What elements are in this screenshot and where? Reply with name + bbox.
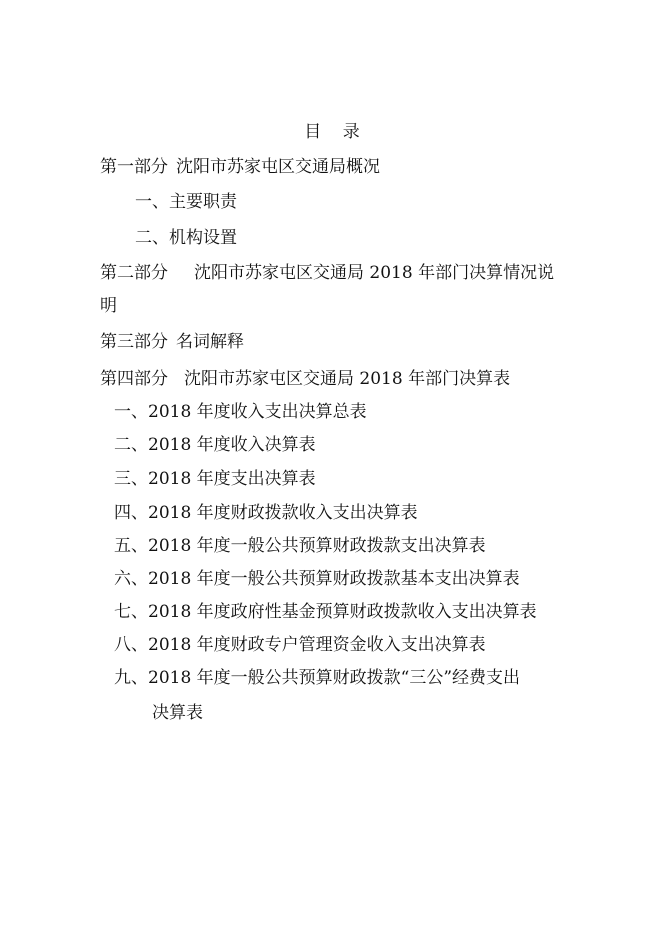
toc-part-4 — [100, 368, 510, 390]
item-text: 2018 年度收入决算表 — [148, 435, 316, 455]
toc-part-2 — [100, 262, 554, 284]
part-label: 第一部分 — [100, 157, 168, 177]
item-text: 2018 年度财政专户管理资金收入支出决算表 — [148, 635, 486, 655]
item-number: 五、 — [114, 536, 148, 556]
toc-part-4-item — [114, 667, 520, 689]
toc-part-3 — [100, 331, 244, 353]
item-number: 六、 — [114, 569, 148, 589]
part-label: 第二部分 — [100, 263, 168, 283]
toc-part-4-item — [114, 634, 486, 656]
part-label: 第四部分 — [100, 369, 168, 389]
toc-part-4-item — [114, 502, 418, 524]
part-text: 沈阳市苏家屯区交通局 2018 年部门决算情况说 — [194, 263, 555, 283]
toc-part-2-cont: 明 — [100, 296, 117, 316]
part-label: 第三部分 — [100, 332, 168, 352]
toc-part-4-item-9-cont: 决算表 — [152, 703, 203, 723]
toc-part-4-item — [114, 468, 316, 490]
item-text: 2018 年度收入支出决算总表 — [148, 402, 367, 422]
item-number: 四、 — [114, 503, 148, 523]
toc-part-1 — [100, 156, 380, 178]
toc-title: 目 录 — [304, 122, 368, 142]
item-text: 2018 年度一般公共预算财政拨款支出决算表 — [148, 536, 486, 556]
toc-part-4-item — [114, 535, 486, 557]
item-text: 2018 年度政府性基金预算财政拨款收入支出决算表 — [148, 602, 537, 622]
toc-part-4-item — [114, 401, 367, 423]
item-number: 三、 — [114, 469, 148, 489]
item-number: 九、 — [114, 668, 148, 688]
item-number: 七、 — [114, 602, 148, 622]
part-text: 名词解释 — [176, 332, 244, 352]
item-number: 一、 — [114, 402, 148, 422]
item-text: 2018 年度一般公共预算财政拨款基本支出决算表 — [148, 569, 520, 589]
part-text: 沈阳市苏家屯区交通局 2018 年部门决算表 — [184, 369, 511, 389]
item-text: 2018 年度一般公共预算财政拨款“三公”经费支出 — [148, 668, 521, 688]
toc-part-4-item — [114, 434, 316, 456]
item-number: 八、 — [114, 635, 148, 655]
item-text: 2018 年度支出决算表 — [148, 469, 316, 489]
toc-part-4-item — [114, 601, 537, 623]
toc-part-4-item — [114, 568, 520, 590]
item-text: 2018 年度财政拨款收入支出决算表 — [148, 503, 418, 523]
item-number: 二、 — [114, 435, 148, 455]
toc-part-1-item-1: 一、主要职责 — [135, 192, 237, 212]
toc-part-1-item-2: 二、机构设置 — [135, 228, 237, 248]
part-text: 沈阳市苏家屯区交通局概况 — [176, 157, 380, 177]
